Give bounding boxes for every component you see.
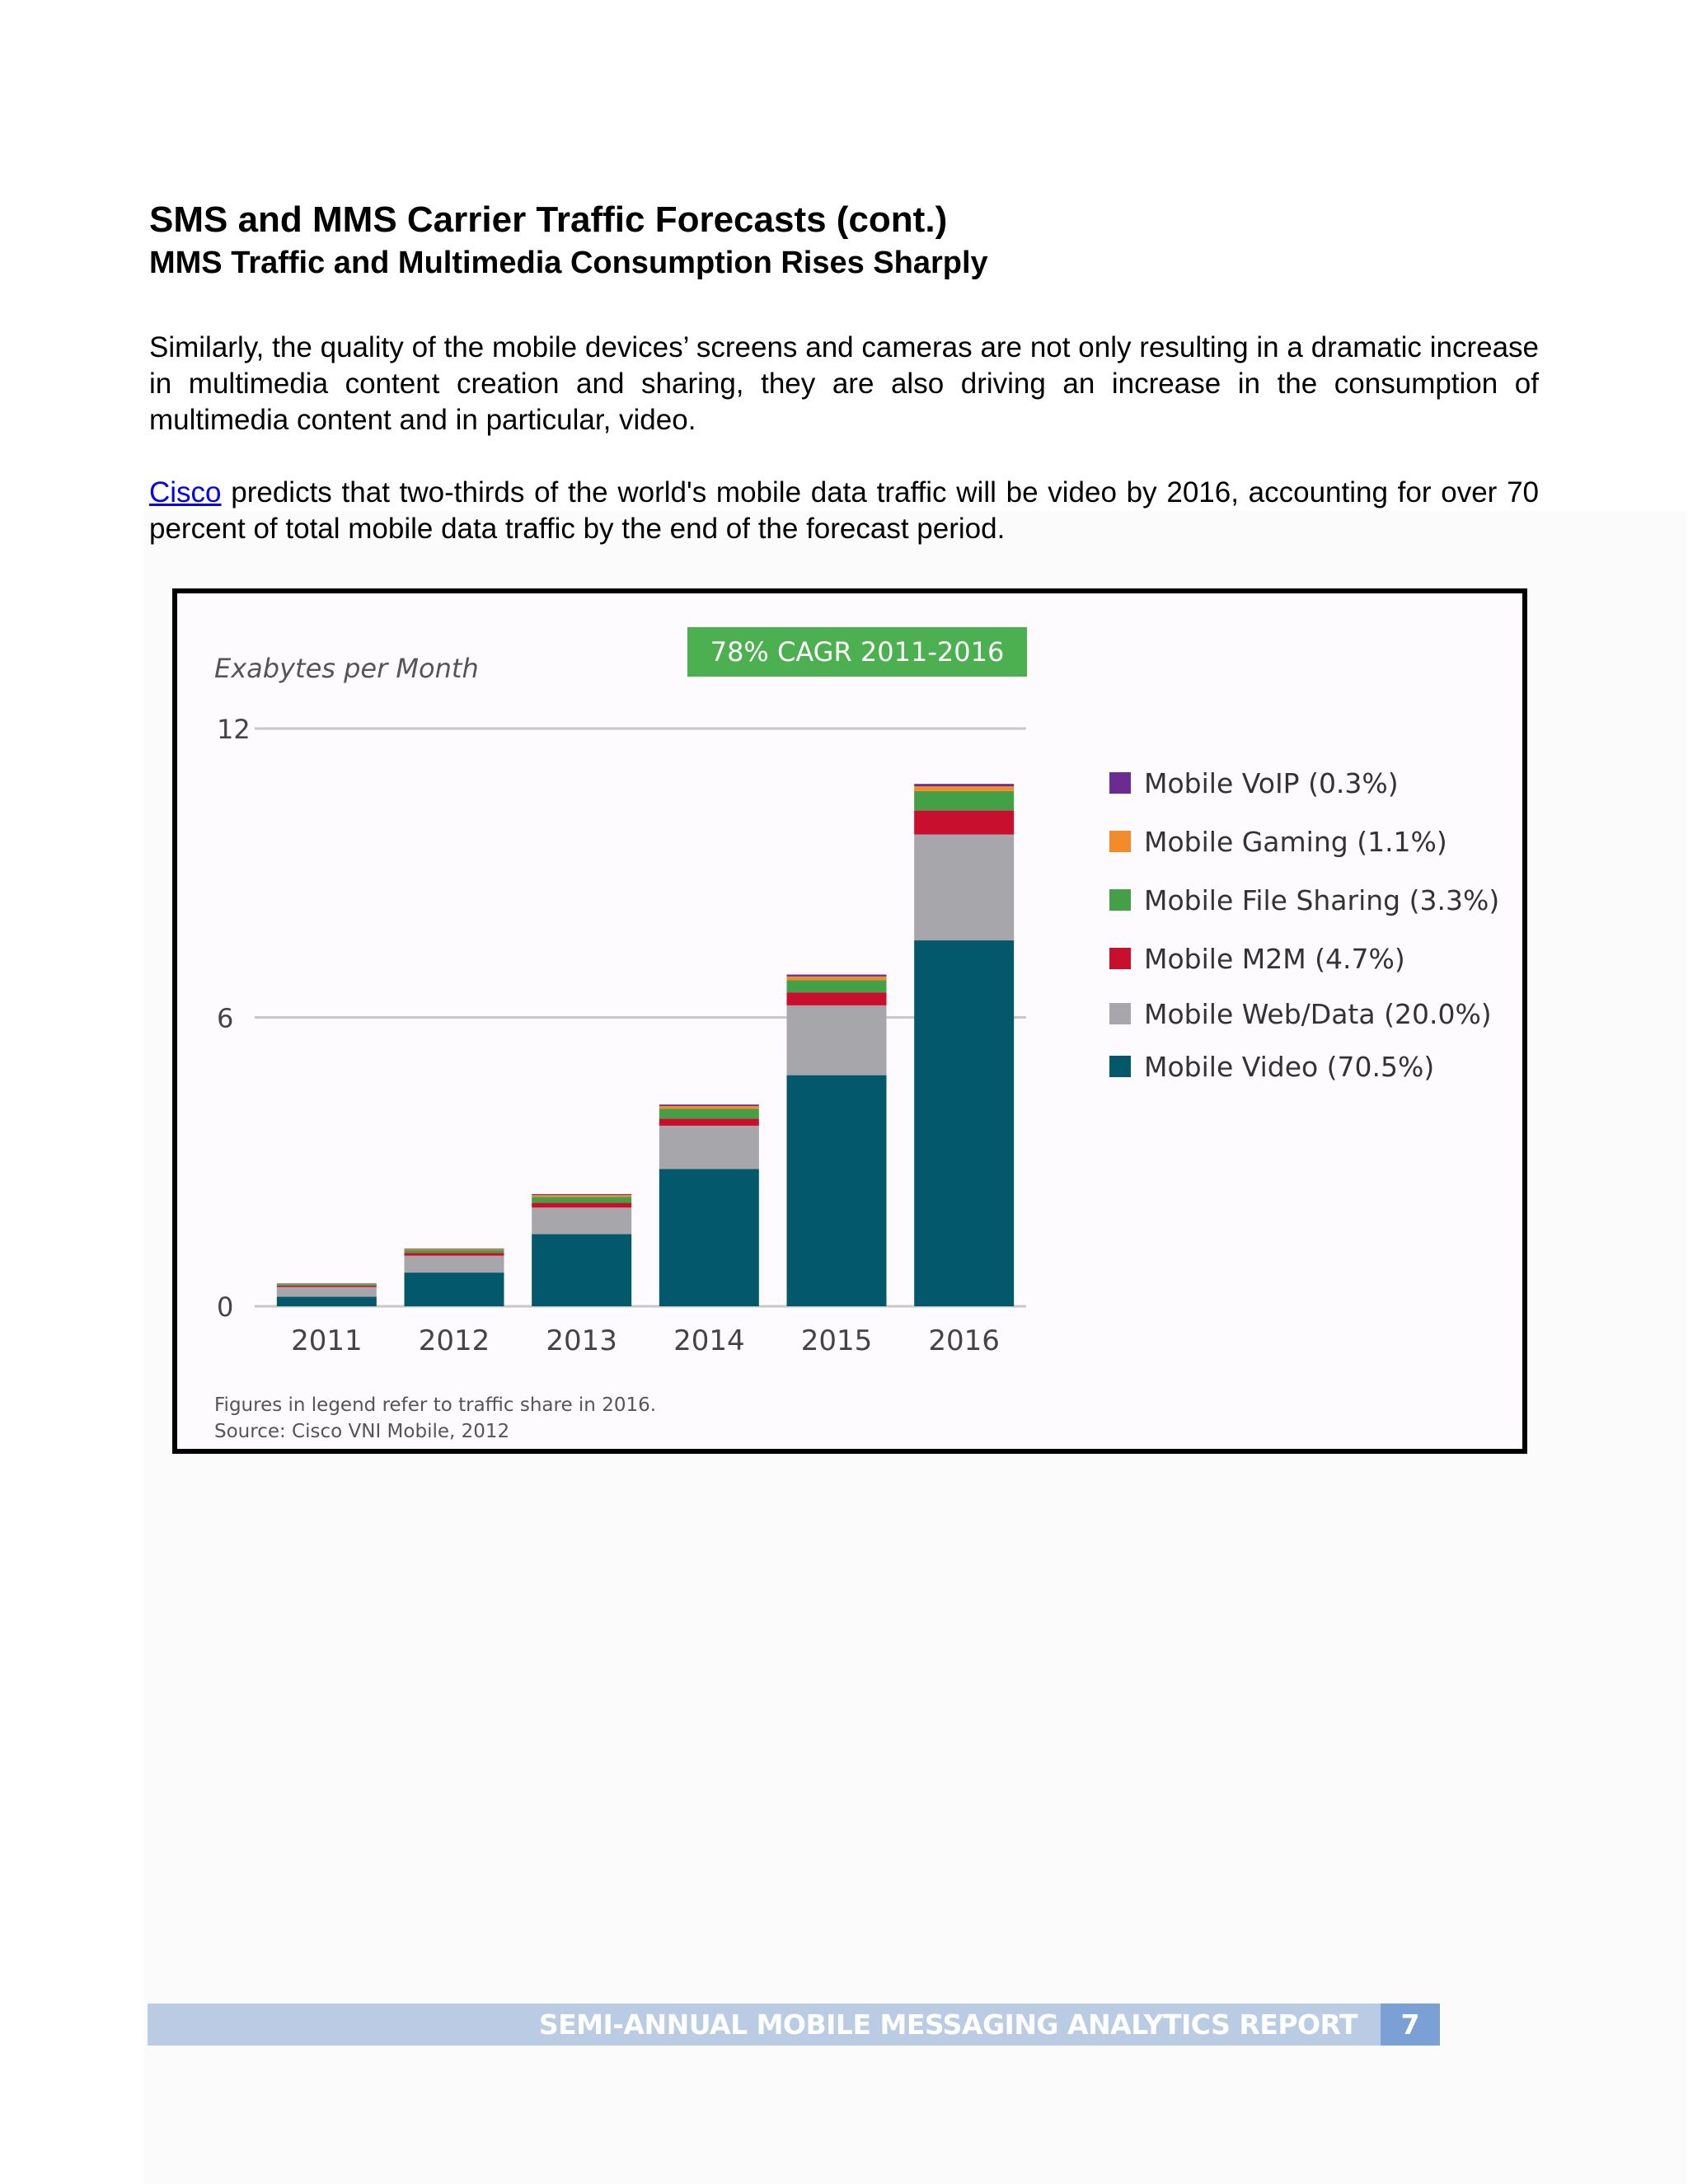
legend-swatch-3 [1109, 948, 1131, 969]
stacked-bar-chart [177, 593, 1522, 1449]
bar-2014-series-4 [659, 1106, 759, 1109]
bar-2015-series-1 [787, 1005, 887, 1076]
x-tick-label-2011: 2011 [291, 1324, 363, 1357]
paragraph-1: Similarly, the quality of the mobile devices’ screens and cameras are not only resulting in a dramatic increase in multimedia content creation and sharing, they are also driving an increase in the consumption of multimedia content and in particular, video. [149, 331, 1539, 436]
bar-2012-series-3 [405, 1250, 504, 1254]
legend-swatch-0 [1109, 772, 1131, 794]
legend-swatch-1 [1109, 831, 1131, 852]
y-tick-label-12: 12 [217, 714, 251, 745]
y-axis-label: Exabytes per Month [214, 653, 479, 684]
chart-source: Source: Cisco VNI Mobile, 2012 [214, 1421, 510, 1442]
bar-2015-series-4 [787, 977, 887, 981]
bar-2016-series-3 [914, 791, 1014, 810]
bar-2014-series-5 [659, 1104, 759, 1106]
bar-2013-series-2 [532, 1202, 631, 1207]
bar-2013-series-0 [532, 1234, 631, 1306]
cisco-link[interactable]: Cisco [149, 476, 222, 509]
legend-label-0: Mobile VoIP (0.3%) [1144, 767, 1399, 799]
page-title: SMS and MMS Carrier Traffic Forecasts (cont.) [149, 199, 948, 240]
legend-label-5: Mobile Video (70.5%) [1144, 1051, 1435, 1083]
y-tick-label-6: 6 [217, 1002, 234, 1034]
paragraph-2-text: predicts that two-thirds of the world's mobile data traffic will be video by 2016, accounting for over 70 percent of total mobile data traffic by the end of the forecast period. [149, 476, 1539, 545]
legend-label-4: Mobile Web/Data (20.0%) [1144, 998, 1492, 1030]
y-tick-label-0: 0 [217, 1291, 234, 1323]
bar-2016-series-4 [914, 786, 1014, 791]
bar-2016-series-0 [914, 940, 1014, 1306]
paragraph-2 [149, 475, 1539, 547]
bar-2014-series-0 [659, 1169, 759, 1306]
bar-2011-series-3 [277, 1284, 377, 1286]
legend-swatch-4 [1109, 1003, 1131, 1024]
footer-report-title: SEMI-ANNUAL MOBILE MESSAGING ANALYTICS REPORT [538, 2008, 1357, 2041]
bar-2015-series-3 [787, 981, 887, 993]
page-subtitle: MMS Traffic and Multimedia Consumption Rises Sharply [149, 246, 988, 280]
bar-2016-series-5 [914, 784, 1014, 786]
bar-2013-series-4 [532, 1195, 631, 1197]
bar-2012-series-2 [405, 1253, 504, 1256]
bar-2015-series-0 [787, 1076, 887, 1306]
legend-label-2: Mobile File Sharing (3.3%) [1144, 884, 1500, 916]
section-heading [149, 198, 1550, 284]
bar-2015-series-5 [787, 975, 887, 977]
bar-2013-series-1 [532, 1207, 631, 1234]
bar-2011-series-2 [277, 1286, 377, 1287]
legend-swatch-5 [1109, 1056, 1131, 1077]
bar-2011-series-1 [277, 1287, 377, 1297]
x-tick-label-2014: 2014 [673, 1324, 745, 1357]
bar-2016-series-1 [914, 835, 1014, 941]
legend-swatch-2 [1109, 889, 1131, 911]
chart-figure [172, 588, 1527, 1454]
chart-footnote: Figures in legend refer to traffic share in 2016. [214, 1394, 657, 1416]
bar-2016-series-2 [914, 810, 1014, 834]
legend-label-3: Mobile M2M (4.7%) [1144, 943, 1405, 975]
footer-page-number: 7 [1381, 2004, 1440, 2046]
x-tick-label-2016: 2016 [928, 1324, 1000, 1357]
legend-label-1: Mobile Gaming (1.1%) [1144, 826, 1447, 858]
bar-2011-series-5 [277, 1283, 377, 1284]
bar-2012-series-0 [405, 1272, 504, 1306]
x-tick-label-2015: 2015 [800, 1324, 873, 1357]
bar-2015-series-2 [787, 992, 887, 1005]
x-tick-label-2013: 2013 [546, 1324, 617, 1357]
bar-2014-series-2 [659, 1118, 759, 1126]
page-footer [148, 2004, 1440, 2046]
bar-2012-series-1 [405, 1256, 504, 1272]
x-tick-label-2012: 2012 [418, 1324, 490, 1357]
bar-2014-series-1 [659, 1126, 759, 1169]
bar-2014-series-3 [659, 1108, 759, 1118]
bar-2013-series-5 [532, 1194, 631, 1195]
cagr-badge-label: 78% CAGR 2011-2016 [710, 636, 1005, 668]
bar-2011-series-0 [277, 1296, 377, 1306]
bar-2013-series-3 [532, 1197, 631, 1202]
